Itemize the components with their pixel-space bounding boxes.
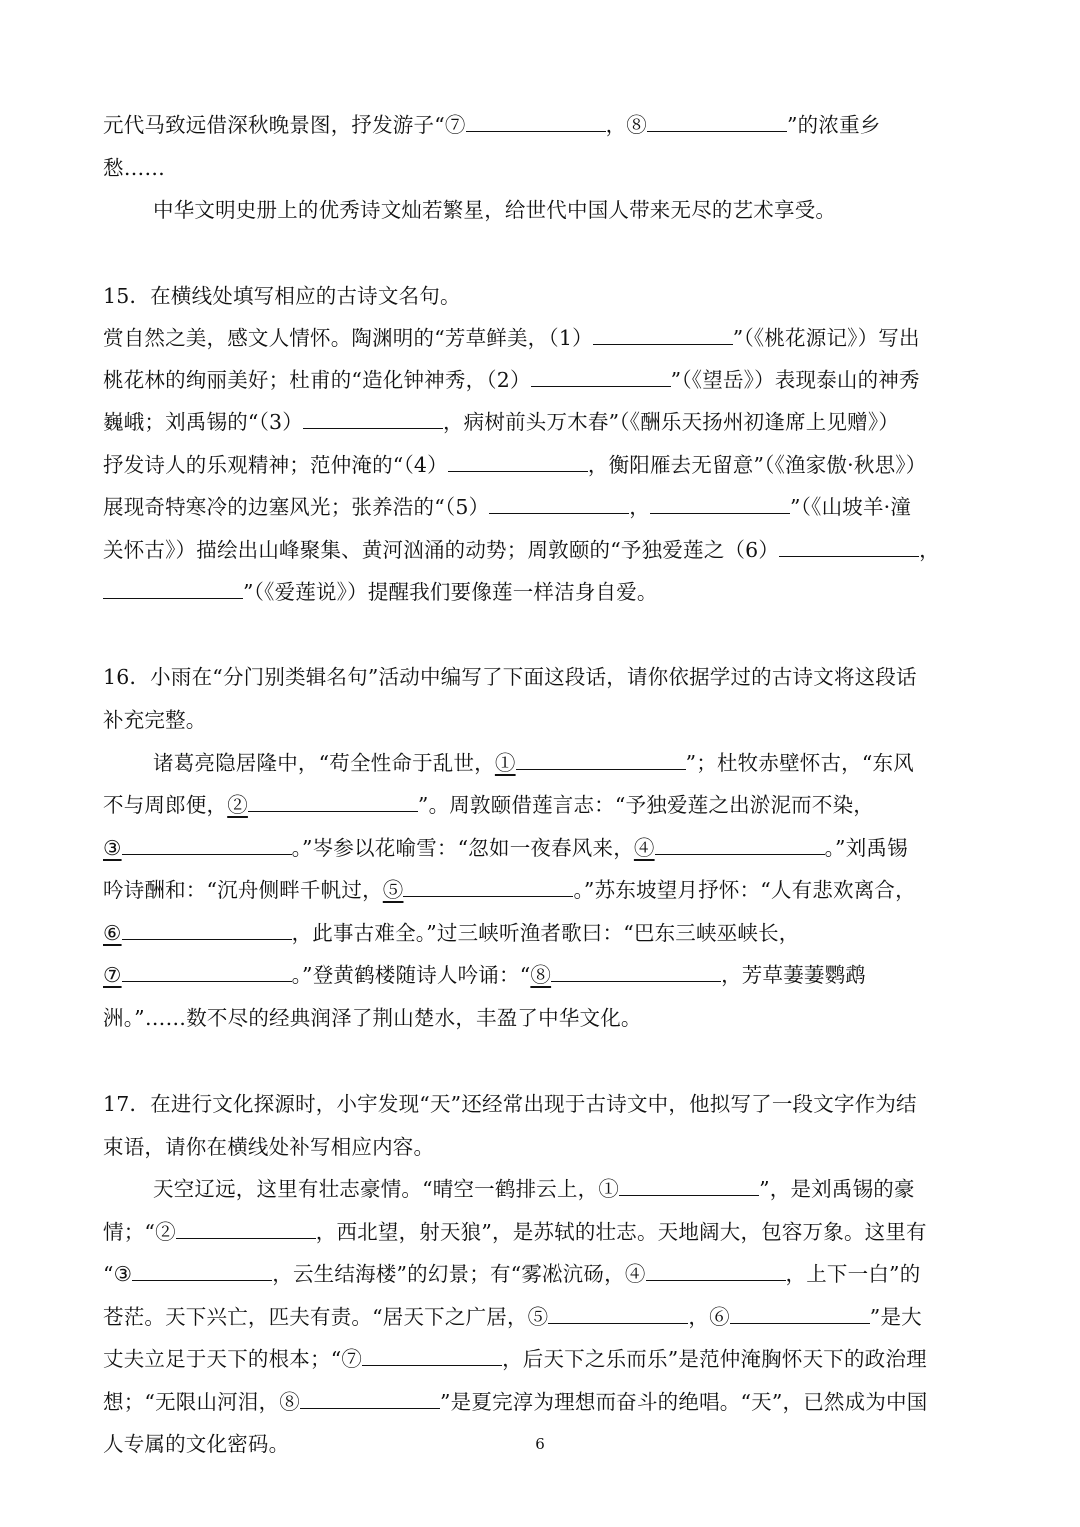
text-segment: 人专属的文化密码。 xyxy=(103,1432,290,1456)
text-segment: 中华文明史册上的优秀诗文灿若繁星，给世代中国人带来无尽的艺术享受。 xyxy=(153,198,837,222)
text-segment: 元代马致远借深秋晚景图，抒发游子“⑦ xyxy=(103,113,466,137)
text-segment: 天空辽远，这里有壮志豪情。“晴空一鹤排云上，① xyxy=(153,1177,620,1201)
answer-blank[interactable] xyxy=(531,368,671,387)
answer-blank[interactable] xyxy=(303,410,443,429)
blank-number-marker: ① xyxy=(494,751,516,775)
text-segment: ”（《望岳》）表现泰山的神秀 xyxy=(670,368,920,392)
text-segment: 。”岑参以花喻雪：“忽如一夜春风来， xyxy=(291,836,634,860)
text-segment: 。”刘禹锡 xyxy=(824,836,908,860)
text-line xyxy=(0,326,1080,350)
answer-blank[interactable] xyxy=(362,1347,502,1366)
text-segment: 情；“② xyxy=(103,1220,176,1244)
text-segment: ”是大 xyxy=(869,1305,922,1329)
text-line xyxy=(0,1092,1080,1116)
text-segment: ”的浓重乡 xyxy=(787,113,881,137)
answer-blank[interactable] xyxy=(103,580,243,599)
text-line xyxy=(0,495,1080,519)
text-line xyxy=(0,410,1080,434)
text-line xyxy=(0,580,1080,604)
text-segment: ”（《山坡羊·潼 xyxy=(789,495,912,519)
answer-blank[interactable] xyxy=(647,113,787,132)
answer-blank[interactable] xyxy=(448,453,588,472)
text-segment: 诸葛亮隐居隆中，“苟全性命于乱世， xyxy=(153,751,495,775)
text-line xyxy=(0,1390,1080,1414)
answer-blank[interactable] xyxy=(619,1177,759,1196)
text-segment: ，云生结海楼”的幻景；有“雾凇沆砀，④ xyxy=(272,1262,646,1286)
text-segment: ， xyxy=(629,495,650,519)
text-segment: 赏自然之美，感文人情怀。陶渊明的“芳草鲜美，（1） xyxy=(103,326,593,350)
text-line xyxy=(0,368,1080,392)
blank-number-marker: ② xyxy=(227,793,248,817)
blank-number-marker: ⑤ xyxy=(382,878,404,902)
answer-blank[interactable] xyxy=(551,963,721,982)
blank-number-marker: ⑥ xyxy=(103,921,122,945)
text-line xyxy=(0,665,1080,689)
text-line xyxy=(0,751,1080,775)
text-line xyxy=(0,1135,1080,1159)
text-segment: ”（《桃花源记》）写出 xyxy=(732,326,920,350)
text-line xyxy=(0,453,1080,477)
answer-blank[interactable] xyxy=(122,963,292,982)
text-segment: ，衡阳雁去无留意”（《渔家傲·秋思》） xyxy=(587,453,927,477)
text-segment: ，⑧ xyxy=(605,113,647,137)
text-segment: ，芳草萋萋鹦鹉 xyxy=(721,963,866,987)
text-segment: ，⑥ xyxy=(688,1305,730,1329)
text-line xyxy=(0,1262,1080,1286)
text-segment: 17．在进行文化探源时，小宇发现“天”还经常出现于古诗文中，他拟写了一段文字作为结 xyxy=(103,1092,917,1116)
text-segment: ，后天下之乐而乐”是范仲淹胸怀天下的政治理 xyxy=(502,1347,927,1371)
text-segment: 关怀古》）描绘出山峰聚集、黄河汹涌的动势；周敦颐的“予独爱莲之（6） xyxy=(103,538,780,562)
answer-blank[interactable] xyxy=(248,793,418,812)
text-segment: 桃花林的绚丽美好；杜甫的“造化钟神秀，（2） xyxy=(103,368,531,392)
text-segment: 丈夫立足于天下的根本；“⑦ xyxy=(103,1347,363,1371)
text-segment: ，此事古难全。”过三峡听渔者歌曰：“巴东三峡巫峡长， xyxy=(291,921,800,945)
text-segment: “③ xyxy=(103,1262,133,1286)
answer-blank[interactable] xyxy=(132,1262,272,1281)
text-segment: 不与周郎便， xyxy=(103,793,228,817)
text-segment: ，病树前头万木春”（《酬乐天扬州初逢席上见赠》） xyxy=(442,410,900,434)
text-segment: ”。周敦颐借莲言志：“予独爱莲之出淤泥而不染， xyxy=(417,793,874,817)
blank-number-marker: ⑧ xyxy=(530,963,552,987)
text-segment: 15．在横线处填写相应的古诗文名句。 xyxy=(103,284,461,308)
answer-blank[interactable] xyxy=(122,921,292,940)
text-segment: 愁…… xyxy=(103,156,166,180)
text-line xyxy=(0,1347,1080,1371)
text-line xyxy=(0,1305,1080,1329)
text-segment: 。”苏东坡望月抒怀：“人有悲欢离合， xyxy=(573,878,916,902)
text-segment: 束语，请你在横线处补写相应内容。 xyxy=(103,1135,435,1159)
answer-blank[interactable] xyxy=(779,538,919,557)
text-segment: ”（《爱莲说》）提醒我们要像莲一样洁身自爱。 xyxy=(243,580,658,604)
answer-blank[interactable] xyxy=(516,751,686,770)
answer-blank[interactable] xyxy=(646,1262,786,1281)
text-segment: 16．小雨在“分门别类辑名句”活动中编写了下面这段话，请你依据学过的古诗文将这段话 xyxy=(103,665,917,689)
text-line xyxy=(0,793,1080,817)
answer-blank[interactable] xyxy=(489,495,629,514)
page-number: 6 xyxy=(535,1435,545,1453)
text-segment: ”，是刘禹锡的豪 xyxy=(759,1177,915,1201)
answer-blank[interactable] xyxy=(650,495,790,514)
blank-number-marker: ③ xyxy=(103,836,122,860)
text-segment: ， xyxy=(919,538,940,562)
text-line xyxy=(0,198,1080,222)
text-line xyxy=(0,156,1080,180)
text-line xyxy=(0,538,1080,562)
blank-number-marker: ④ xyxy=(633,836,655,860)
answer-blank[interactable] xyxy=(122,836,292,855)
text-line xyxy=(0,113,1080,137)
text-segment: 。”登黄鹤楼随诗人吟诵：“ xyxy=(291,963,531,987)
text-segment: 抒发诗人的乐观精神；范仲淹的“（4） xyxy=(103,453,448,477)
text-segment: 展现奇特寒冷的边塞风光；张养浩的“（5） xyxy=(103,495,490,519)
answer-blank[interactable] xyxy=(730,1305,870,1324)
text-line xyxy=(0,1177,1080,1201)
text-segment: 苍茫。天下兴亡，匹夫有责。“居天下之广居，⑤ xyxy=(103,1305,549,1329)
text-segment: ”是夏完淳为理想而奋斗的绝唱。“天”，已然成为中国 xyxy=(439,1390,928,1414)
text-line xyxy=(0,1006,1080,1030)
text-segment: ，西北望，射天狼”，是苏轼的壮志。天地阔大，包容万象。这里有 xyxy=(315,1220,927,1244)
text-line xyxy=(0,708,1080,732)
answer-blank[interactable] xyxy=(300,1390,440,1409)
text-segment: 洲。”……数不尽的经典润泽了荆山楚水，丰盈了中华文化。 xyxy=(103,1006,642,1030)
text-segment: 吟诗酬和：“沉舟侧畔千帆过， xyxy=(103,878,383,902)
answer-blank[interactable] xyxy=(655,836,825,855)
answer-blank[interactable] xyxy=(466,113,606,132)
text-line xyxy=(0,921,1080,945)
answer-blank[interactable] xyxy=(548,1305,688,1324)
text-line xyxy=(0,1220,1080,1244)
text-segment: 巍峨；刘禹锡的“（3） xyxy=(103,410,303,434)
blank-number-marker: ⑦ xyxy=(103,963,122,987)
answer-blank[interactable] xyxy=(403,878,573,897)
text-segment: 补充完整。 xyxy=(103,708,207,732)
text-line xyxy=(0,878,1080,902)
text-line xyxy=(0,836,1080,860)
text-line xyxy=(0,284,1080,308)
text-segment: 想；“无限山河泪，⑧ xyxy=(103,1390,300,1414)
text-line xyxy=(0,963,1080,987)
text-segment: ，上下一白”的 xyxy=(785,1262,921,1286)
text-segment: ”；杜牧赤壁怀古，“东风 xyxy=(685,751,914,775)
answer-blank[interactable] xyxy=(593,326,733,345)
answer-blank[interactable] xyxy=(176,1220,316,1239)
